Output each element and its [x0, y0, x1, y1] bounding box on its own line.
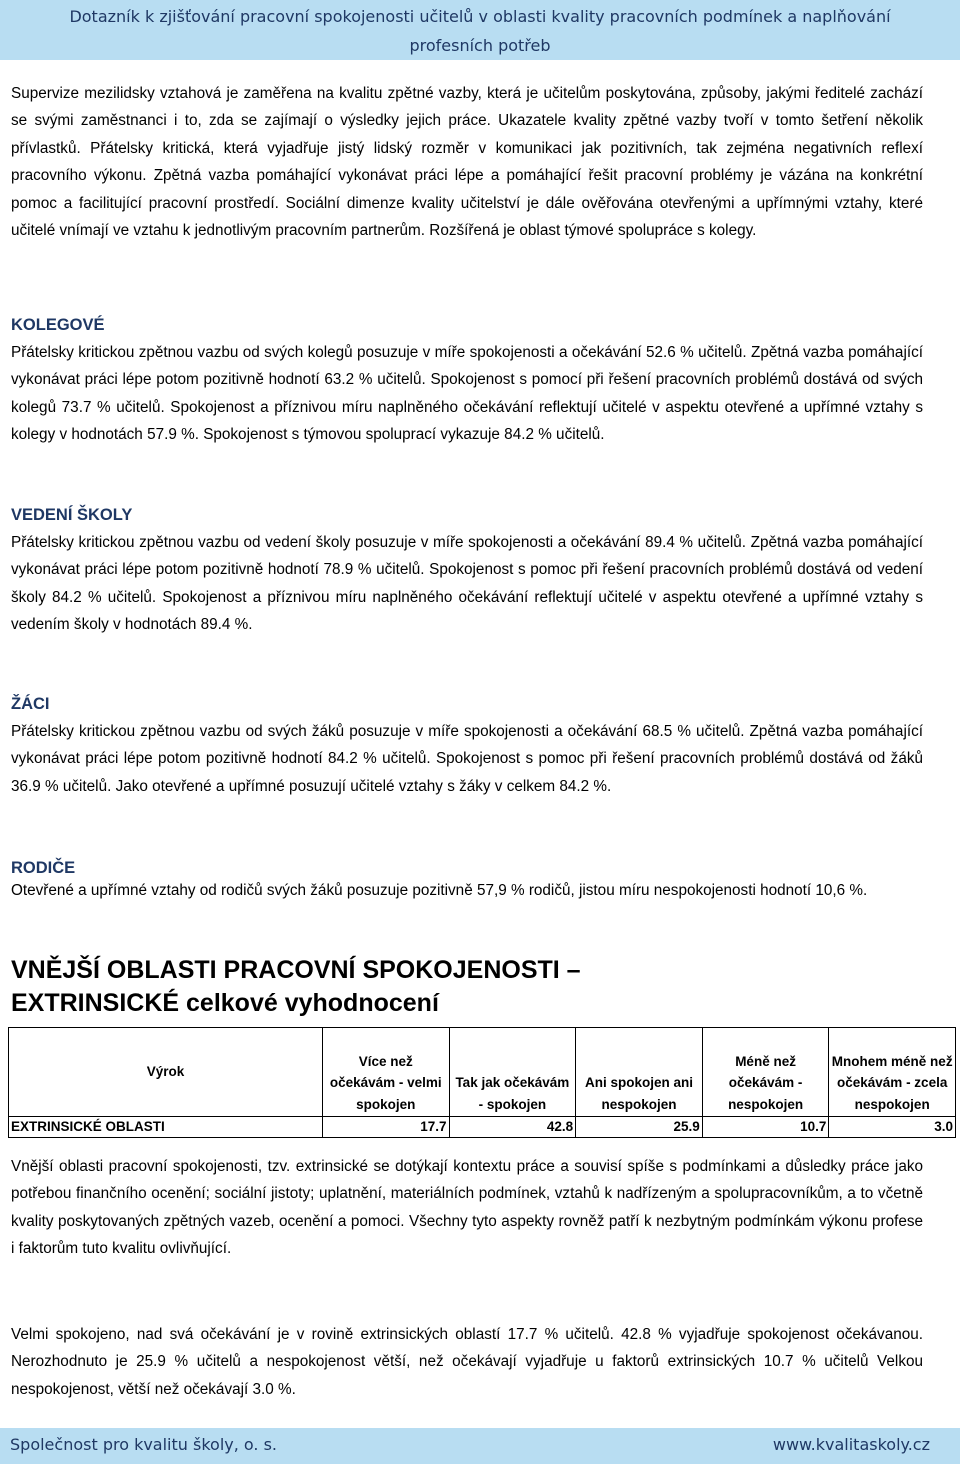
section-heading-kolegove: KOLEGOVÉ	[11, 316, 105, 334]
table-cell-value: 10.7	[702, 1117, 829, 1138]
intro-paragraph: Supervize mezilidsky vztahová je zaměřena na kvalitu zpětné vazby, která je učitelům poskytována, způsoby, jakými ředitelé zachází se svými zaměstnanci i to, zda se zajímají o výsledky jejich práce. Ukazatele kvality zpětné vazby tvoří v tomto šetření několik přívlastků. Přátelsky kritická, která vyjadřuje jistý lidský rozměr v komunikaci jak pozitivních, tak zejména negativních reflexí pracovního výkonu. Zpětná vazba pomáhající vykonávat práci lépe a pomáhající řešit pracovní problémy je vázána na konkrétní pomoc a facilitující pracovní prostředí. Sociální dimenze kvality učitelství je dále ověřována otevřenými a upřímnými vztahy, které učitelé vnímají ve vztahu k jednotlivým pracovním partnerům. Rozšířená je oblast týmové spolupráce s kolegy.	[11, 85, 923, 240]
footer-organization: Společnost pro kvalitu školy, o. s.	[10, 1435, 278, 1454]
table-header-cell: Mnohem méně než očekávám - zcela nespokojen	[829, 1028, 956, 1117]
section-heading-vedeni: VEDENÍ ŠKOLY	[11, 506, 133, 524]
section-text-vedeni: Přátelsky kritickou zpětnou vazbu od vedení školy posuzuje v míře spokojenosti a očekávání 89.4 % učitelů. Zpětná vazba pomáhající vykonávat práci lépe potom pozitivně hodnotí 78.9 % učitelů. Spokojenost s pomoc při řešení pracovních problémů dostává od vedení školy 84.2 % učitelů. Spokojenost a příznivou míru naplněného očekávání reflektují učitelé v aspektu otevřené a upřímné vztahy s vedením školy v hodnotách 89.4 %.	[11, 534, 923, 634]
extrinsic-paragraph-1: Vnější oblasti pracovní spokojenosti, tzv. extrinsické se dotýkají kontextu práce a souvisí spíše s podmínkami a důsledky práce jako potřebou finančního ocenění; sociální jistoty; uplatnění, materiálních podmínek, vztahů k nadřízeným a spolupracovníkům, a to včetně kvality poskytovaných zpětných vazeb, ocenění a pomoci. Všechny tyto aspekty rovněž patří k nezbytným podmínkám výkonu profese i faktorům tuto kvalitu ovlivňující.	[11, 1158, 923, 1258]
footer-website-link[interactable]: www.kvalitaskoly.cz	[772, 1435, 930, 1454]
header-title-line-2: profesních potřeb	[409, 36, 551, 55]
document-footer	[0, 1428, 960, 1464]
header-title-line-1: Dotazník k zjišťování pracovní spokojenosti učitelů v oblasti kvality pracovních podmínek a naplňování	[69, 7, 891, 26]
section-heading-rodice: RODIČE	[11, 859, 76, 877]
table-cell-value: 42.8	[449, 1117, 576, 1138]
table-cell-value: 3.0	[829, 1117, 956, 1138]
table-header-cell: Tak jak očekávám - spokojen	[449, 1028, 576, 1117]
section-text-kolegove: Přátelsky kritickou zpětnou vazbu od svých kolegů posuzuje v míře spokojenosti a očekávání 52.6 % učitelů. Zpětná vazba pomáhající vykonávat práci lépe potom pozitivně hodnotí 63.2 % učitelů. Spokojenost s pomocí při řešení pracovních problémů dostává od svých kolegů 73.7 % učitelů. Spokojenost a příznivou míru naplněného očekávání reflektují učitelé v aspektu otevřené a upřímné vztahy s kolegy v hodnotách 57.9 %. Spokojenost s týmovou spoluprací vykazuje 84.2 % učitelů.	[11, 344, 923, 444]
table-row-label: EXTRINSICKÉ OBLASTI	[9, 1117, 323, 1138]
table-cell-value: 25.9	[576, 1117, 703, 1138]
section-heading-zaci: ŽÁCI	[11, 695, 50, 713]
table-row	[9, 1117, 956, 1138]
table-header-cell: Ani spokojen ani nespokojen	[576, 1028, 703, 1117]
document-header	[0, 0, 960, 60]
extrinsic-heading-line-2: EXTRINSICKÉ celkové vyhodnocení	[11, 989, 439, 1017]
section-text-zaci: Přátelsky kritickou zpětnou vazbu od svých žáků posuzuje v míře spokojenosti a očekávání 68.5 % učitelů. Zpětná vazba pomáhající vykonávat práci lépe potom pozitivně hodnotí 84.2 % učitelů. Spokojenost s pomoc při řešení pracovních problémů dostává od žáků 36.9 % učitelů. Jako otevřené a upřímné posuzují učitelé vztahy s žáky v celkem 84.2 %.	[11, 723, 923, 795]
extrinsic-heading	[11, 954, 581, 1020]
table-cell-value: 17.7	[322, 1117, 449, 1138]
table-header-cell: Více než očekávám - velmi spokojen	[322, 1028, 449, 1117]
table-header-row	[9, 1028, 956, 1117]
table-header-cell: Výrok	[9, 1028, 323, 1117]
table-header-cell: Méně než očekávám - nespokojen	[702, 1028, 829, 1117]
extrinsic-results-table	[8, 1027, 956, 1138]
section-text-rodice: Otevřené a upřímné vztahy od rodičů svých žáků posuzuje pozitivně 57,9 % rodičů, jistou míru nespokojenosti hodnotí 10,6 %.	[11, 882, 868, 899]
extrinsic-heading-line-1: VNĚJŠÍ OBLASTI PRACOVNÍ SPOKOJENOSTI –	[11, 956, 581, 984]
extrinsic-paragraph-2: Velmi spokojeno, nad svá očekávání je v rovině extrinsických oblastí 17.7 % učitelů. 42.8 % vyjadřuje spokojenost očekávanou. Nerozhodnuto je 25.9 % učitelů a nespokojenost větší, než očekávají vyjadřuje u faktorů extrinsických 10.7 % učitelů Velkou nespokojenost, větší než očekávají 3.0 %.	[11, 1326, 923, 1398]
